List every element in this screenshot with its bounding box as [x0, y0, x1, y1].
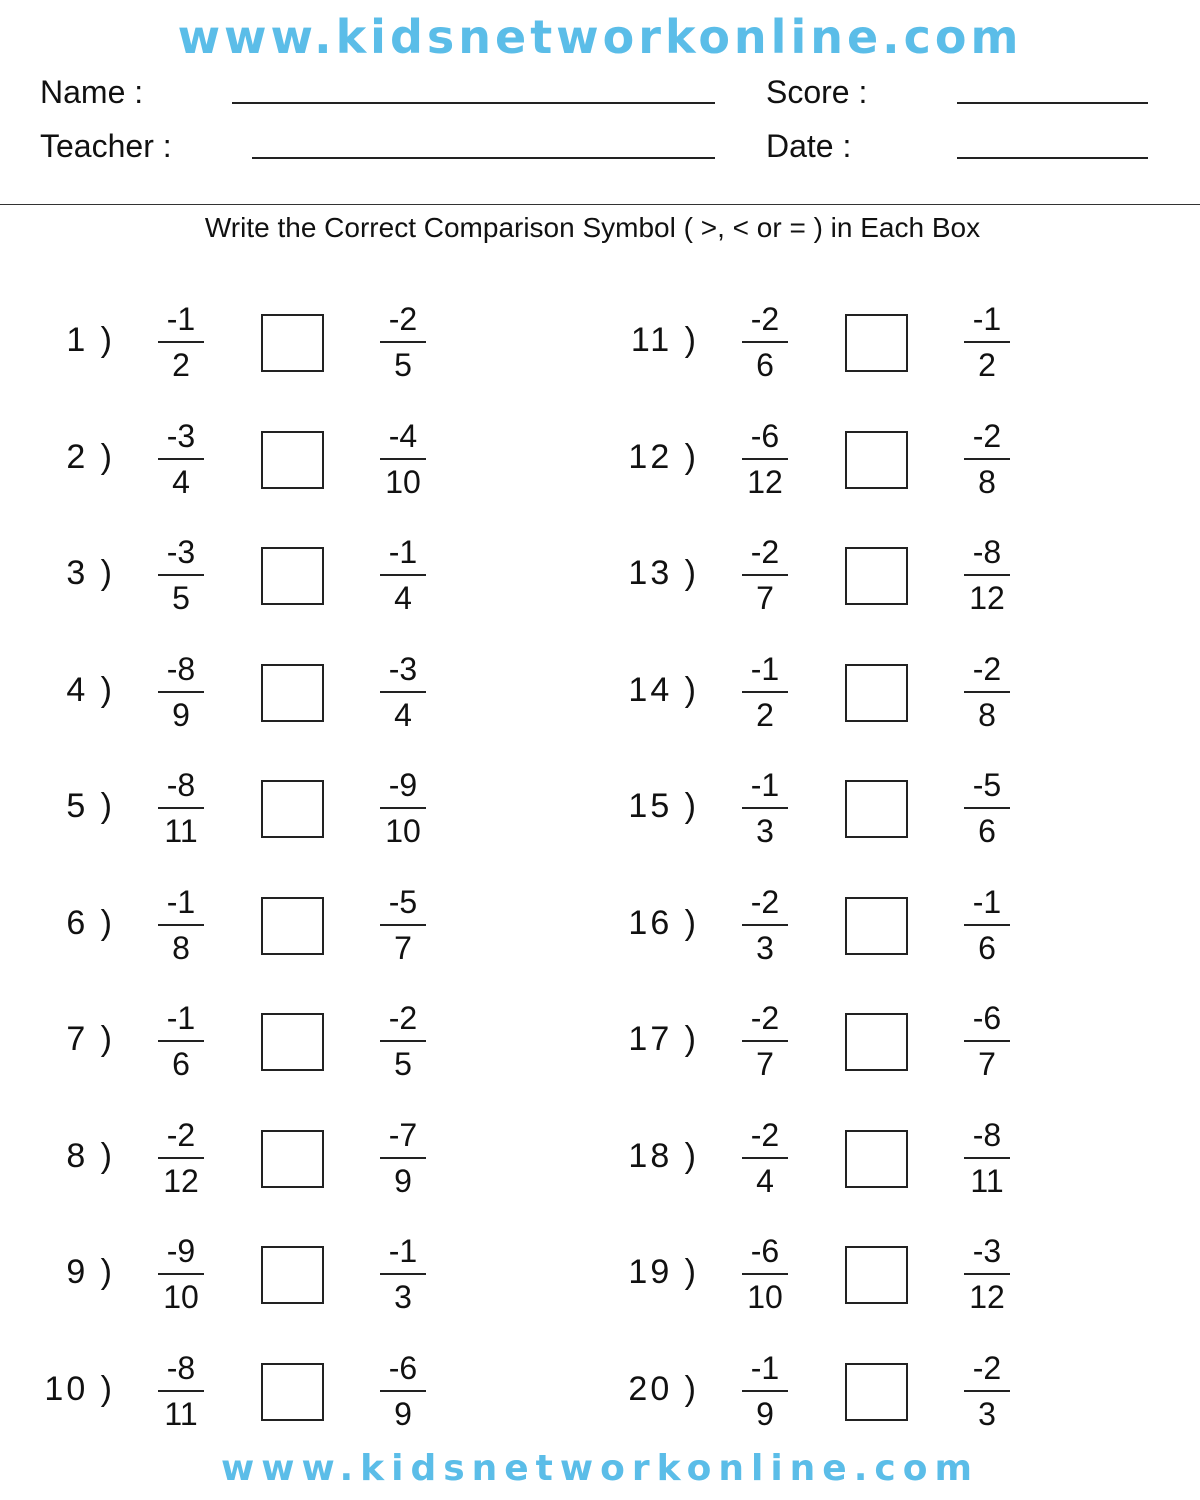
right-fraction [380, 534, 426, 616]
answer-box[interactable] [261, 1130, 324, 1188]
left-fraction [742, 884, 788, 966]
problem-item [584, 1000, 1144, 1100]
left-numerator: -1 [166, 301, 196, 337]
fraction-bar [158, 458, 204, 460]
problem-number: 10 ) [44, 1369, 115, 1408]
left-numerator: -2 [750, 883, 780, 920]
answer-box[interactable] [261, 314, 324, 372]
teacher-field[interactable] [252, 157, 715, 159]
fraction-bar [742, 924, 788, 926]
right-denominator: 6 [978, 813, 996, 849]
problem-item [0, 651, 560, 751]
fraction-bar [380, 1157, 426, 1159]
left-denominator: 3 [756, 813, 774, 849]
right-denominator: 12 [969, 1279, 1005, 1315]
fraction-bar [380, 1040, 426, 1042]
name-label: Name : [40, 74, 144, 110]
right-denominator: 5 [394, 347, 412, 383]
right-numerator: -2 [972, 1349, 1002, 1386]
fraction-bar [380, 807, 426, 809]
problem-number: 9 ) [66, 1253, 115, 1291]
date-label: Date : [766, 128, 852, 164]
right-numerator: -6 [972, 1000, 1002, 1036]
answer-box[interactable] [845, 1246, 908, 1304]
right-denominator: 10 [385, 813, 421, 849]
left-numerator: -1 [750, 767, 780, 803]
left-numerator: -8 [166, 1349, 196, 1386]
fraction-bar [158, 1273, 204, 1275]
left-numerator: -2 [750, 1116, 780, 1153]
answer-box[interactable] [261, 780, 324, 838]
fraction-bar [380, 341, 426, 343]
left-numerator: -2 [750, 1000, 780, 1036]
problem-number: 18 ) [628, 1136, 699, 1175]
left-denominator: 10 [747, 1279, 783, 1315]
fraction-bar [742, 1273, 788, 1275]
fraction-bar [380, 1273, 426, 1275]
right-numerator: -1 [388, 1233, 418, 1269]
problem-number: 12 ) [628, 437, 699, 476]
right-fraction [964, 1233, 1010, 1315]
right-numerator: -2 [388, 1000, 418, 1036]
right-fraction [380, 1350, 426, 1432]
problem-item [584, 534, 1144, 634]
fraction-bar [380, 924, 426, 926]
answer-box[interactable] [261, 1363, 324, 1421]
problem-number: 19 ) [628, 1253, 699, 1291]
right-fraction [380, 1000, 426, 1082]
website-header[interactable]: www.kidsnetworkonline.com [177, 10, 1023, 64]
teacher-label: Teacher : [40, 128, 172, 164]
problem-item [0, 1350, 560, 1450]
right-numerator: -8 [972, 1116, 1002, 1153]
answer-box[interactable] [261, 664, 324, 722]
problem-number: 14 ) [628, 670, 699, 709]
problem-number: 2 ) [66, 437, 115, 476]
fraction-bar [964, 458, 1010, 460]
problem-number: 5 ) [66, 787, 115, 825]
left-numerator: -2 [750, 534, 780, 570]
problem-item [0, 884, 560, 984]
fraction-bar [742, 1157, 788, 1159]
right-fraction [964, 767, 1010, 849]
left-denominator: 3 [756, 929, 774, 966]
problem-number: 17 ) [628, 1020, 699, 1058]
right-numerator: -1 [972, 883, 1002, 920]
left-numerator: -2 [750, 301, 780, 337]
fraction-bar [380, 458, 426, 460]
right-fraction [964, 301, 1010, 383]
problem-item [0, 534, 560, 634]
header-divider [0, 204, 1200, 205]
right-denominator: 4 [394, 696, 412, 733]
score-field[interactable] [957, 102, 1148, 104]
answer-box[interactable] [261, 547, 324, 605]
fraction-bar [380, 574, 426, 576]
fraction-bar [158, 341, 204, 343]
left-numerator: -1 [750, 650, 780, 687]
right-numerator: -8 [972, 534, 1002, 570]
right-denominator: 5 [394, 1046, 412, 1082]
date-field[interactable] [957, 157, 1148, 159]
score-label: Score : [766, 74, 868, 110]
left-denominator: 12 [747, 463, 783, 500]
right-denominator: 6 [978, 929, 996, 966]
left-denominator: 11 [164, 813, 198, 849]
left-numerator: -1 [166, 883, 196, 920]
right-denominator: 8 [978, 463, 996, 500]
problem-item [584, 1233, 1144, 1333]
right-fraction [964, 1000, 1010, 1082]
left-denominator: 9 [756, 1395, 774, 1432]
right-fraction [964, 651, 1010, 733]
right-numerator: -3 [972, 1233, 1002, 1269]
fraction-bar [742, 574, 788, 576]
fraction-bar [742, 1040, 788, 1042]
fraction-bar [964, 574, 1010, 576]
right-denominator: 4 [394, 580, 412, 616]
answer-box[interactable] [261, 1013, 324, 1071]
answer-box[interactable] [845, 780, 908, 838]
fraction-bar [964, 807, 1010, 809]
left-denominator: 11 [164, 1395, 198, 1432]
left-numerator: -3 [166, 417, 196, 454]
left-fraction [158, 1350, 204, 1432]
problem-item [584, 884, 1144, 984]
left-fraction [158, 767, 204, 849]
problem-item [0, 301, 560, 401]
left-denominator: 4 [756, 1162, 774, 1199]
left-fraction [742, 301, 788, 383]
left-denominator: 2 [756, 696, 774, 733]
problem-number: 4 ) [66, 670, 115, 709]
right-fraction [380, 301, 426, 383]
right-numerator: -6 [388, 1349, 418, 1386]
answer-box[interactable] [845, 314, 908, 372]
answer-box[interactable] [845, 547, 908, 605]
left-denominator: 7 [756, 1046, 774, 1082]
right-numerator: -2 [972, 650, 1002, 687]
problem-number: 7 ) [66, 1020, 115, 1058]
right-numerator: -1 [972, 301, 1002, 337]
website-footer[interactable]: www.kidsnetworkonline.com [221, 1448, 979, 1489]
right-fraction [380, 1233, 426, 1315]
answer-box[interactable] [845, 1013, 908, 1071]
left-numerator: -1 [750, 1349, 780, 1386]
fraction-bar [742, 691, 788, 693]
left-denominator: 8 [172, 929, 190, 966]
right-denominator: 7 [394, 929, 412, 966]
left-numerator: -1 [166, 1000, 196, 1036]
problem-number: 6 ) [66, 903, 115, 942]
left-fraction [158, 1233, 204, 1315]
left-denominator: 5 [172, 580, 190, 616]
fraction-bar [964, 924, 1010, 926]
right-denominator: 3 [394, 1279, 412, 1315]
answer-box[interactable] [261, 897, 324, 955]
left-fraction [742, 767, 788, 849]
fraction-bar [158, 1040, 204, 1042]
left-denominator: 6 [172, 1046, 190, 1082]
fraction-bar [964, 1390, 1010, 1392]
left-denominator: 9 [172, 696, 190, 733]
instructions: Write the Correct Comparison Symbol ( >, < or = ) in Each Box [204, 212, 981, 243]
left-denominator: 4 [172, 463, 190, 500]
right-fraction [964, 1117, 1010, 1199]
left-fraction [742, 651, 788, 733]
fraction-bar [742, 458, 788, 460]
right-fraction [380, 1117, 426, 1199]
left-fraction [742, 534, 788, 616]
fraction-bar [964, 341, 1010, 343]
right-denominator: 11 [970, 1162, 1004, 1199]
problem-number: 8 ) [66, 1136, 115, 1175]
left-numerator: -8 [166, 767, 196, 803]
right-numerator: -4 [388, 417, 418, 454]
right-fraction [964, 1350, 1010, 1432]
left-numerator: -6 [750, 417, 780, 454]
right-fraction [964, 418, 1010, 500]
left-fraction [742, 1000, 788, 1082]
fraction-bar [964, 1273, 1010, 1275]
right-numerator: -2 [388, 301, 418, 337]
problem-number: 15 ) [628, 787, 699, 825]
problem-item [0, 1233, 560, 1333]
right-fraction [380, 651, 426, 733]
right-fraction [964, 884, 1010, 966]
fraction-bar [964, 691, 1010, 693]
fraction-bar [158, 1157, 204, 1159]
fraction-bar [742, 341, 788, 343]
right-numerator: -9 [388, 767, 418, 803]
answer-box[interactable] [845, 1363, 908, 1421]
problem-item [0, 1117, 560, 1217]
left-numerator: -8 [166, 650, 196, 687]
problem-item [0, 1000, 560, 1100]
fraction-bar [158, 691, 204, 693]
right-numerator: -5 [972, 767, 1002, 803]
left-fraction [158, 534, 204, 616]
left-fraction [742, 1233, 788, 1315]
answer-box[interactable] [845, 431, 908, 489]
problem-number: 11 ) [630, 321, 699, 359]
right-denominator: 7 [978, 1046, 996, 1082]
right-numerator: -2 [972, 417, 1002, 454]
problem-item [584, 418, 1144, 518]
right-denominator: 9 [394, 1162, 412, 1199]
left-numerator: -6 [750, 1233, 780, 1269]
left-denominator: 10 [163, 1279, 199, 1315]
right-numerator: -3 [388, 650, 418, 687]
right-denominator: 3 [978, 1395, 996, 1432]
answer-box[interactable] [261, 431, 324, 489]
right-denominator: 12 [969, 580, 1005, 616]
name-field[interactable] [232, 102, 715, 104]
left-numerator: -3 [166, 534, 196, 570]
problem-item [0, 418, 560, 518]
fraction-bar [158, 807, 204, 809]
right-fraction [380, 418, 426, 500]
right-numerator: -1 [388, 534, 418, 570]
problem-item [584, 1350, 1144, 1450]
problem-number: 3 ) [66, 554, 115, 592]
fraction-bar [158, 924, 204, 926]
fraction-bar [158, 574, 204, 576]
answer-box[interactable] [261, 1246, 324, 1304]
fraction-bar [380, 1390, 426, 1392]
left-denominator: 12 [163, 1162, 199, 1199]
problem-item [584, 767, 1144, 867]
answer-box[interactable] [845, 1130, 908, 1188]
problem-number: 1 ) [66, 321, 115, 359]
right-fraction [380, 884, 426, 966]
problem-number: 20 ) [628, 1369, 699, 1408]
fraction-bar [742, 807, 788, 809]
answer-box[interactable] [845, 664, 908, 722]
fraction-bar [964, 1040, 1010, 1042]
left-fraction [158, 651, 204, 733]
fraction-bar [158, 1390, 204, 1392]
right-fraction [380, 767, 426, 849]
left-fraction [742, 1117, 788, 1199]
left-denominator: 6 [756, 347, 774, 383]
left-denominator: 2 [172, 347, 190, 383]
left-numerator: -2 [166, 1116, 196, 1153]
problem-number: 13 ) [628, 554, 699, 592]
left-fraction [158, 418, 204, 500]
problem-item [0, 767, 560, 867]
fraction-bar [964, 1157, 1010, 1159]
problem-item [584, 301, 1144, 401]
problem-number: 16 ) [628, 903, 699, 942]
problem-item [584, 1117, 1144, 1217]
right-denominator: 8 [978, 696, 996, 733]
problem-item [584, 651, 1144, 751]
answer-box[interactable] [845, 897, 908, 955]
right-numerator: -5 [388, 883, 418, 920]
left-fraction [742, 1350, 788, 1432]
left-fraction [158, 1117, 204, 1199]
left-numerator: -9 [166, 1233, 196, 1269]
right-denominator: 10 [385, 463, 421, 500]
right-denominator: 2 [978, 347, 996, 383]
left-fraction [158, 884, 204, 966]
left-fraction [158, 1000, 204, 1082]
fraction-bar [742, 1390, 788, 1392]
left-denominator: 7 [756, 580, 774, 616]
fraction-bar [380, 691, 426, 693]
right-denominator: 9 [394, 1395, 412, 1432]
right-numerator: -7 [388, 1116, 418, 1153]
right-fraction [964, 534, 1010, 616]
left-fraction [742, 418, 788, 500]
left-fraction [158, 301, 204, 383]
